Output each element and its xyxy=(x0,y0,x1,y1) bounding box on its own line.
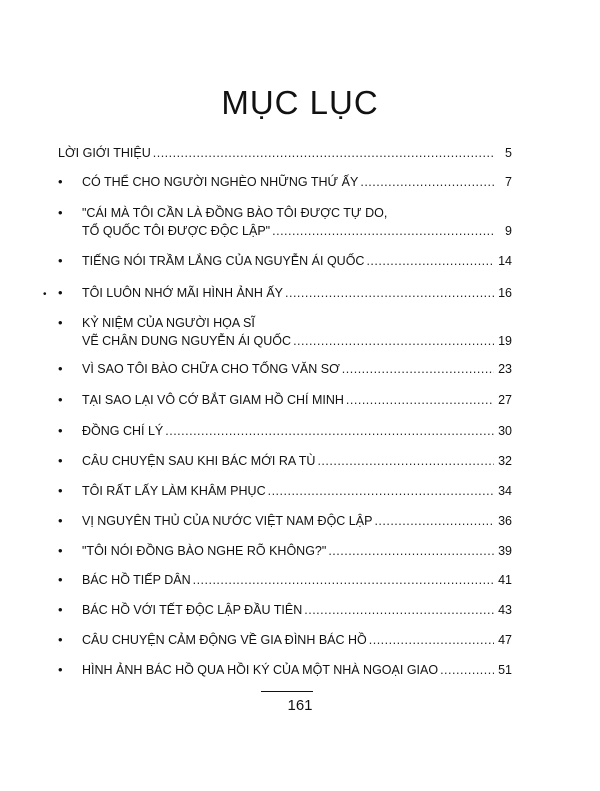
toc-entry-title: LỜI GIỚI THIỆU xyxy=(58,146,151,160)
dot-leader xyxy=(369,631,494,649)
bullet-icon: • xyxy=(58,513,63,528)
toc-page-number: 41 xyxy=(498,573,512,587)
bullet-icon: • xyxy=(58,632,63,647)
bullet-icon: • xyxy=(58,543,63,558)
bullet-icon: • xyxy=(58,483,63,498)
toc-page-number: 43 xyxy=(498,603,512,617)
page-number: 161 xyxy=(287,697,313,714)
toc-page-number: 32 xyxy=(498,454,512,468)
dot-leader xyxy=(193,571,494,589)
dot-leader xyxy=(285,284,494,302)
toc-entry[interactable] xyxy=(58,571,512,589)
dot-leader xyxy=(293,332,494,350)
toc-entry[interactable] xyxy=(58,252,512,270)
toc-page-number: 23 xyxy=(498,362,512,376)
toc-page-number: 5 xyxy=(505,146,512,160)
toc-entry-title: HÌNH ẢNH BÁC HỒ QUA HỒI KÝ CỦA MỘT NHÀ NGOẠI GIAO xyxy=(82,663,439,677)
toc-entry-title: KỶ NIỆM CỦA NGƯỜI HỌA SĨ xyxy=(82,316,255,330)
toc-entry-title: TÔI LUÔN NHỚ MÃI HÌNH ẢNH ẤY xyxy=(82,286,284,300)
toc-entry-title: TẠI SAO LẠI VÔ CỚ BẮT GIAM HỒ CHÍ MINH xyxy=(82,393,344,407)
page-title: MỤC LỤC xyxy=(221,84,379,121)
bullet-icon: • xyxy=(58,174,63,189)
toc-entry[interactable] xyxy=(58,631,512,649)
dot-leader xyxy=(440,661,494,679)
toc-entry[interactable] xyxy=(58,601,512,619)
toc-entry-title: BÁC HỒ VỚI TẾT ĐỘC LẬP ĐẦU TIÊN xyxy=(82,603,303,617)
toc-page-number: 30 xyxy=(498,424,512,438)
bullet-icon: • xyxy=(58,315,63,330)
toc-entry[interactable] xyxy=(58,452,512,470)
toc-entry-title: VỊ NGUYÊN THỦ CỦA NƯỚC VIỆT NAM ĐỘC LẬP xyxy=(82,514,373,528)
toc-entry[interactable] xyxy=(58,360,512,378)
toc-entry[interactable] xyxy=(58,422,512,440)
dot-leader xyxy=(272,222,494,240)
toc-entry[interactable] xyxy=(58,482,512,500)
toc-page-number: 47 xyxy=(498,633,512,647)
toc-entry-title: "TÔI NÓI ĐỒNG BÀO NGHE RÕ KHÔNG?" xyxy=(82,544,327,558)
bullet-icon: • xyxy=(58,662,63,677)
toc-entry-title: VẼ CHÂN DUNG NGUYỄN ÁI QUỐC xyxy=(82,334,292,348)
bullet-icon: • xyxy=(58,602,63,617)
dot-leader xyxy=(304,601,494,619)
toc-page-number: 16 xyxy=(498,286,512,300)
toc-page-number: 27 xyxy=(498,393,512,407)
bullet-icon: • xyxy=(58,453,63,468)
toc-page-number: 19 xyxy=(498,334,512,348)
dot-leader xyxy=(328,542,494,560)
toc-entry[interactable] xyxy=(58,661,512,679)
toc-page-number: 39 xyxy=(498,544,512,558)
toc-page-number: 14 xyxy=(498,254,512,268)
toc-entry-title: ĐỒNG CHÍ LÝ xyxy=(82,424,164,438)
bullet-icon: • xyxy=(58,253,63,268)
bullet-icon: • xyxy=(58,572,63,587)
footer-rule xyxy=(261,691,313,692)
dot-leader xyxy=(317,452,494,470)
bullet-icon: • xyxy=(58,423,63,438)
toc-entry-title: TỔ QUỐC TÔI ĐƯỢC ĐỘC LẬP" xyxy=(82,224,271,238)
bullet-icon: • xyxy=(58,392,63,407)
toc-page-number: 9 xyxy=(505,224,512,238)
toc-entry[interactable] xyxy=(58,314,512,350)
bullet-icon: • xyxy=(58,205,63,220)
toc-entry-title: CÂU CHUYỆN CẢM ĐỘNG VỀ GIA ĐÌNH BÁC HỒ xyxy=(82,633,367,647)
dot-leader xyxy=(165,422,494,440)
toc-entry-title: TIẾNG NÓI TRẦM LẮNG CỦA NGUYỄN ÁI QUỐC xyxy=(82,254,365,268)
dot-leader xyxy=(342,360,494,378)
toc-entry-title: "CÁI MÀ TÔI CẦN LÀ ĐỒNG BÀO TÔI ĐƯỢC TỰ DO, xyxy=(82,206,388,220)
dot-leader xyxy=(366,252,494,270)
toc-entry[interactable] xyxy=(58,542,512,560)
toc-entry-title: VÌ SAO TÔI BÀO CHỮA CHO TỐNG VĂN SƠ xyxy=(82,362,340,376)
dot-leader xyxy=(360,173,494,191)
dot-leader xyxy=(374,512,494,530)
toc-entry-title: TÔI RẤT LẤY LÀM KHÂM PHỤC xyxy=(82,484,266,498)
dot-leader xyxy=(153,144,494,162)
bullet-icon: • xyxy=(58,361,63,376)
toc-page-number: 51 xyxy=(498,663,512,677)
toc-entry[interactable] xyxy=(58,391,512,409)
bullet-icon: • xyxy=(58,285,63,300)
toc-entry[interactable] xyxy=(58,173,512,191)
toc-entry-title: CÂU CHUYỆN SAU KHI BÁC MỚI RA TÙ xyxy=(82,454,316,468)
dot-leader xyxy=(346,391,494,409)
stray-mark: • xyxy=(43,289,47,300)
dot-leader xyxy=(268,482,494,500)
toc-entry[interactable] xyxy=(58,204,512,240)
toc-entry[interactable] xyxy=(58,284,512,302)
toc-entry-title: CÓ THỂ CHO NGƯỜI NGHÈO NHỮNG THỨ ẤY xyxy=(82,175,359,189)
toc-entry-intro[interactable] xyxy=(58,144,512,162)
toc-entry-title: BÁC HỒ TIẾP DÂN xyxy=(82,573,191,587)
toc-page-number: 34 xyxy=(498,484,512,498)
toc-page-number: 36 xyxy=(498,514,512,528)
toc-entry[interactable] xyxy=(58,512,512,530)
toc-page-number: 7 xyxy=(505,175,512,189)
